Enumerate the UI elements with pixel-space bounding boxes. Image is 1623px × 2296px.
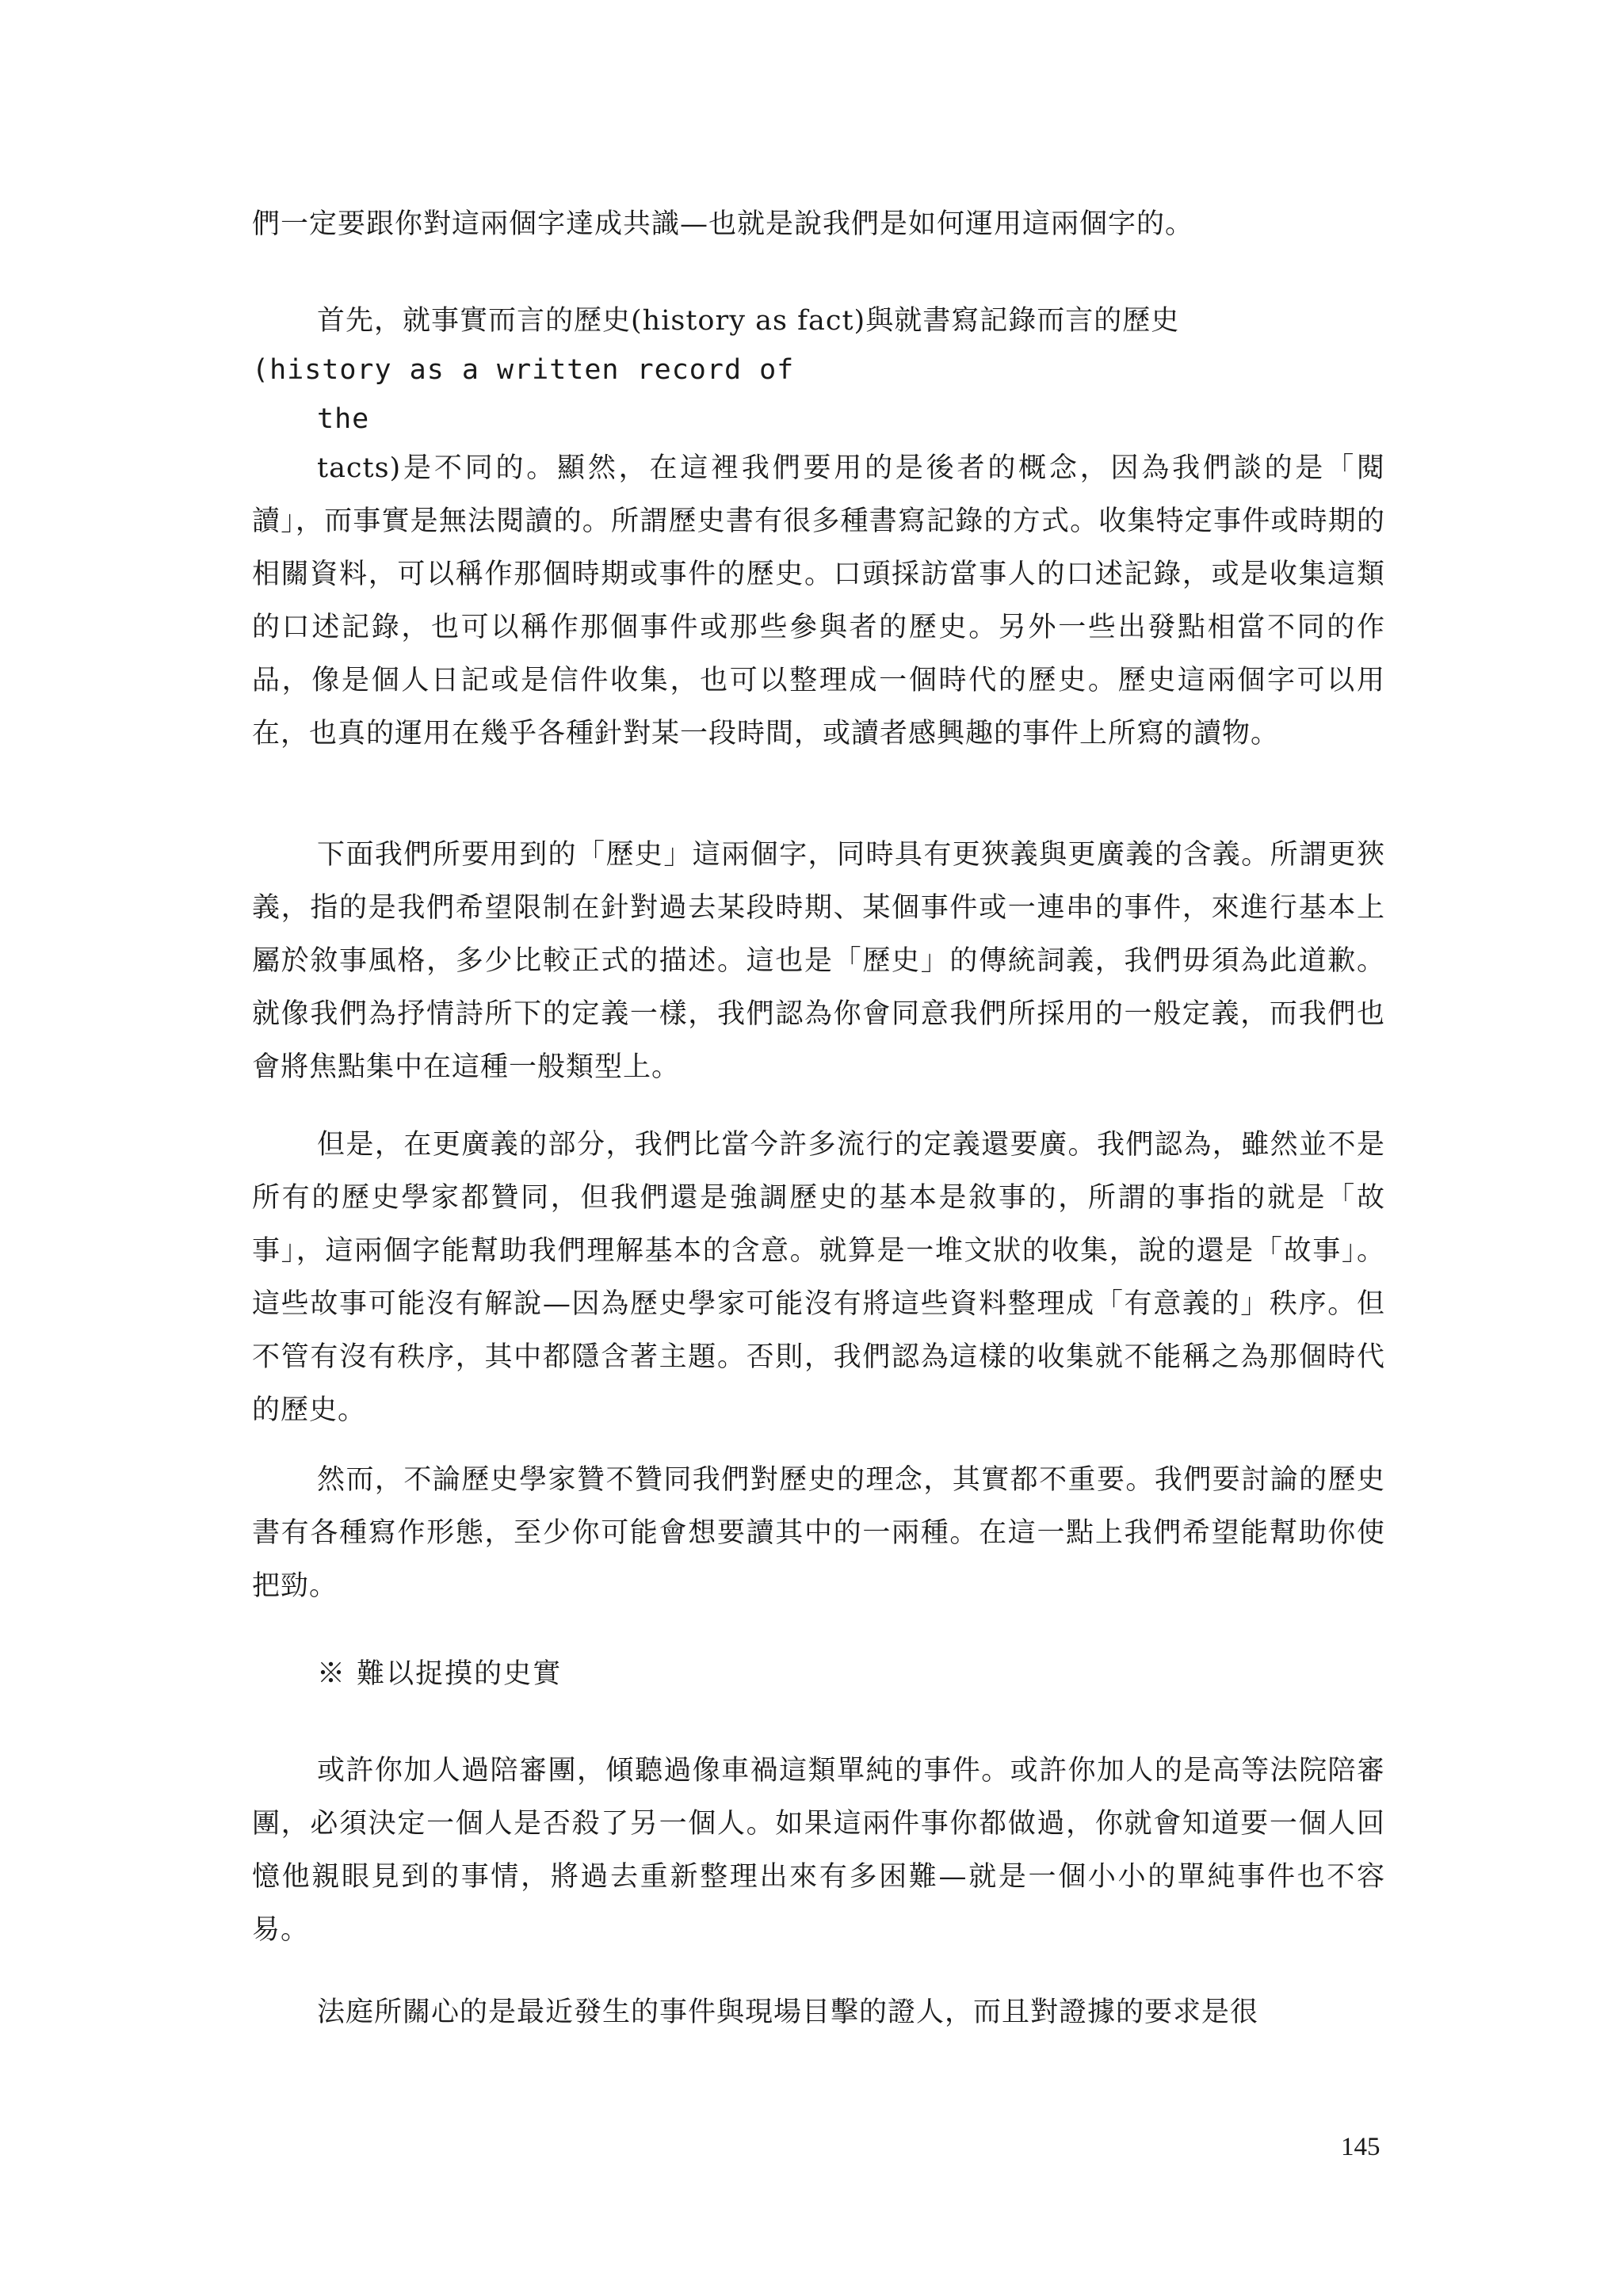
section-heading: ※ 難以捉摸的史實 xyxy=(317,1658,563,1690)
paragraph-1-line-3: the xyxy=(317,403,370,435)
paragraph-6: 法庭所關心的是最近發生的事件與現場目擊的證人，而且對證據的要求是很 xyxy=(317,1997,1259,2028)
paragraph-1-body: tacts)是不同的。顯然，在這裡我們要用的是後者的概念，因為我們談的是「閱讀」，而事實是無法閱讀的。所謂歷史書有很多種書寫記錄的方式。收集特定事件或時期的相關資料，可以稱作那個時期或事件的歷史。口頭採訪當事人的口述記錄，或是收集這類的口述記錄，也可以稱作那個事件或那些參與者的歷史。另外一些出發點相當不同的作品，像是個人日記或是信件收集，也可以整理成一個時代的歷史。歷史這兩個字可以用在，也真的運用在幾乎各種針對某一段時間，或讀者感興趣的事件上所寫的讀物。 xyxy=(252,452,1385,749)
paragraph-1-line-1-text: 首先，就事實而言的歷史(history as fact)與就書寫記錄而言的歷史 xyxy=(317,305,1180,337)
paragraph-1-line-1 xyxy=(317,295,1179,348)
paragraph-3: 但是，在更廣義的部分，我們比當今許多流行的定義還要廣。我們認為，雖然並不是所有的歷史學家都贊同，但我們還是強調歷史的基本是敘事的，所謂的事指的就是「故事」，這兩個字能幫助我們理解基本的含意。就算是一堆文狀的收集，說的還是「故事」。這些故事可能沒有解說—因為歷史學家可能沒有將這些資料整理成「有意義的」秩序。但不管有沒有秩序，其中都隱含著主題。否則，我們認為這樣的收集就不能稱之為那個時代的歷史。 xyxy=(252,1129,1385,1426)
paragraph-4: 然而，不論歷史學家贊不贊同我們對歷史的理念，其實都不重要。我們要討論的歷史書有各種寫作形態，至少你可能會想要讀其中的一兩種。在這一點上我們希望能幫助你使把勁。 xyxy=(252,1464,1385,1602)
paragraph-continuation: 們一定要跟你對這兩個字達成共識—也就是說我們是如何運用這兩個字的。 xyxy=(252,208,1194,240)
page-number: 145 xyxy=(1341,2133,1381,2161)
paragraph-5: 或許你加人過陪審團，傾聽過像車禍這類單純的事件。或許你加人的是高等法院陪審團，必須決定一個人是否殺了另一個人。如果這兩件事你都做過，你就會知道要一個人回憶他親眼見到的事情，將過去重新整理出來有多困難—就是一個小小的單純事件也不容易。 xyxy=(252,1755,1385,1946)
paragraph-1-line-2: (history as a written record of xyxy=(252,354,795,386)
paragraph-2: 下面我們所要用到的「歷史」這兩個字，同時具有更狹義與更廣義的含義。所謂更狹義，指的是我們希望限制在針對過去某段時期、某個事件或一連串的事件，來進行基本上屬於敘事風格，多少比較正式的描述。這也是「歷史」的傳統詞義，我們毋須為此道歉。就像我們為抒情詩所下的定義一樣，我們認為你會同意我們所採用的一般定義，而我們也會將焦點集中在這種一般類型上。 xyxy=(252,839,1385,1083)
